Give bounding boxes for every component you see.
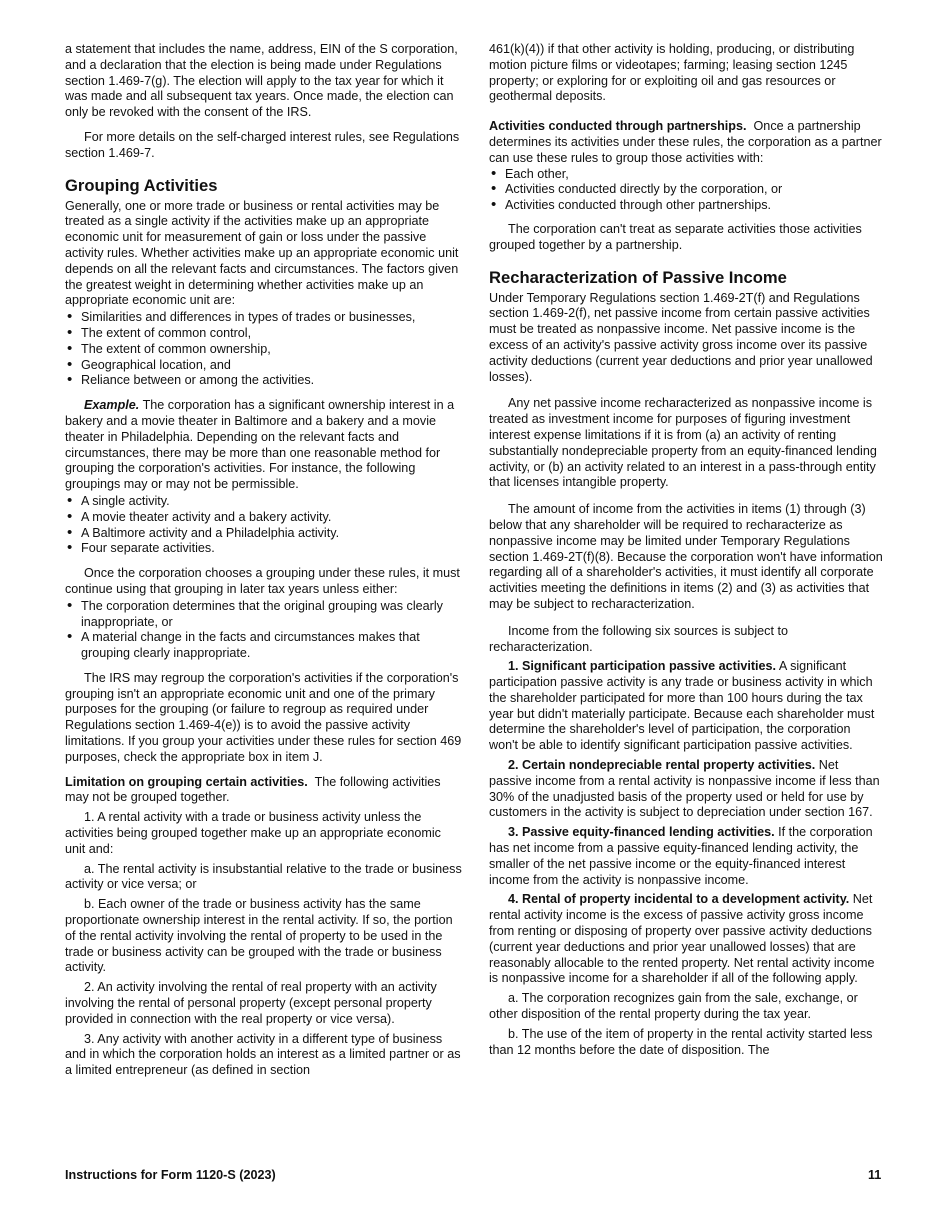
conditions-list bbox=[65, 599, 462, 662]
source-1-label: 1. Significant participation passive activities. bbox=[508, 659, 777, 674]
continued-item-3-paragraph: 461(k)(4)) if that other activity is holding, producing, or distributing motion picture films or videotapes; farming; leasing section 1245 property; or exploring for or exploiting oil and gas resources or geothermal deposits. bbox=[489, 42, 855, 104]
factors-list bbox=[65, 310, 462, 389]
limitation-label: Limitation on grouping certain activities. bbox=[65, 774, 308, 789]
list-item: • Four separate activities. bbox=[65, 541, 462, 557]
list-item: • Geographical location, and bbox=[65, 358, 462, 374]
list-item: • A movie theater activity and a bakery activity. bbox=[65, 510, 462, 526]
limitation-item-1b: b. Each owner of the trade or business activity has the same proportionate ownership interest in the rental activity. If so, the portion of the rental activity involving the rental of property to be used in the trade or business activity can be grouped with the trade or business activity. bbox=[65, 897, 453, 975]
left-column bbox=[65, 42, 462, 1083]
recharacterization-heading: Recharacterization of Passive Income bbox=[489, 267, 787, 287]
groupings-list bbox=[65, 494, 462, 557]
partnerships-text: Once a partnership determines its activities under these rules, the corporation as a partner can use these rules to group those activities with: bbox=[489, 119, 882, 165]
source-4a-paragraph: a. The corporation recognizes gain from the sale, exchange, or other disposition of the rental property during the tax year. bbox=[489, 991, 858, 1022]
list-item: • The corporation determines that the original grouping was clearly inappropriate, or bbox=[65, 599, 462, 631]
list-item: • Similarities and differences in types of trades or businesses, bbox=[65, 310, 462, 326]
example-paragraph bbox=[65, 398, 462, 493]
source-4-paragraph bbox=[489, 892, 883, 987]
page-number: 11 bbox=[868, 1168, 882, 1182]
limitation-paragraph bbox=[65, 775, 462, 807]
self-charged-details-paragraph: For more details on the self-charged interest rules, see Regulations section 1.469-7. bbox=[65, 129, 460, 160]
list-item: • Activities conducted directly by the corporation, or bbox=[489, 182, 883, 198]
list-item: • Activities conducted through other partnerships. bbox=[489, 198, 883, 214]
source-2-label: 2. Certain nondepreciable rental property activities. bbox=[508, 758, 816, 773]
source-1-paragraph bbox=[489, 659, 883, 754]
six-sources-paragraph: Income from the following six sources is subject to recharacterization. bbox=[489, 623, 788, 654]
list-item: • Each other, bbox=[489, 167, 883, 183]
limitation-text: The following activities may not be grouped together. bbox=[65, 774, 441, 805]
source-2-text: Net passive income from a rental activity is nonpassive income if less than 30% of the unadjusted basis of the property used or held for use by customers in the activity is subject to depreciation under section 167. bbox=[489, 758, 880, 820]
investment-income-paragraph: Any net passive income recharacterized as nonpassive income is treated as investment income for purposes of figuring investment interest expense limitations if it is from (a) an activity of renting substantially nondepreciable property from an equity-financed lending activity, or (b) an activity related to an interest in a pass-through entity that licenses intangible property. bbox=[489, 396, 877, 490]
limitation-item-1a: a. The rental activity is insubstantial relative to the trade or business activity or vice versa; or bbox=[65, 861, 462, 892]
grouping-intro-paragraph: Generally, one or more trade or business or rental activities may be treated as a single activity if the activities make up an appropriate economic unit for measurement of gain or loss under the passive activity rules. Whether activities make up an appropriate economic unit depends on all the relevant facts and circumstances. The factors given the greatest weight in determining whether activities make up an appropriate economic unit are: bbox=[65, 198, 459, 308]
limitation-item-2: 2. An activity involving the rental of real property with an activity involving the rental of personal property (except personal property provided in connection with the real property or vice versa). bbox=[65, 980, 437, 1026]
source-2-paragraph bbox=[489, 758, 883, 821]
grouping-consistency-paragraph: Once the corporation chooses a grouping under these rules, it must continue using that grouping in later tax years unless either: bbox=[65, 566, 460, 596]
source-3-label: 3. Passive equity-financed lending activities. bbox=[508, 825, 775, 840]
grouping-activities-heading: Grouping Activities bbox=[65, 175, 218, 195]
list-item: • The extent of common control, bbox=[65, 326, 462, 342]
example-label: Example. bbox=[84, 398, 140, 413]
recharacterization-intro-paragraph: Under Temporary Regulations section 1.469-2T(f) and Regulations section 1.469-2(f), net passive income from certain passive activities must be treated as nonpassive income. Net passive income is the excess of an activity's passive activity gross income over its passive activity deductions (current year deductions and prior year unallowed losses). bbox=[489, 290, 873, 384]
partnership-grouping-paragraph: The corporation can't treat as separate activities those activities grouped together by a partnership. bbox=[489, 221, 862, 252]
limitation-item-3: 3. Any activity with another activity in a different type of business and in which the corporation holds an interest as a limited partner or as a limited entrepreneur (as defined in section bbox=[65, 1031, 461, 1078]
right-column bbox=[489, 42, 883, 1062]
source-3-paragraph bbox=[489, 825, 883, 888]
partnership-items-list bbox=[489, 167, 883, 214]
footer-form-title: Instructions for Form 1120-S (2023) bbox=[65, 1168, 276, 1182]
source-4-text: Net rental activity income is the excess of passive activity gross income from renting or disposing of property over passive activity deductions (current year deductions and prior year unallowed losses) that are reasonably allocable to the rented property. Net rental activity income is nonpassive income for a shareholder if all of the following apply. bbox=[489, 892, 875, 986]
list-item: • The extent of common ownership, bbox=[65, 342, 462, 358]
amount-limited-paragraph: The amount of income from the activities in items (1) through (3) below that any shareholder will be required to recharacterize as nonpassive income may be limited under Temporary Regulations section 1.469-2T(f)(8). Because the corporation won't have information regarding all of a shareholder's activities, it must identify all corporate activities meeting the definitions in items (2) and (3) as activities that may be subject to recharacterization. bbox=[489, 502, 883, 611]
limitation-item-1: 1. A rental activity with a trade or business activity unless the activities being grouped together make up an appropriate economic unit and: bbox=[65, 810, 441, 856]
self-charged-election-paragraph: a statement that includes the name, address, EIN of the S corporation, and a declaration that the election is being made under Regulations section 1.469-7(g). The election will apply to the tax year for which it was made and all subsequent tax years. Once made, the election can only be revoked with the consent of the IRS. bbox=[65, 42, 458, 120]
example-text: The corporation has a significant ownership interest in a bakery and a movie theater in Baltimore and a bakery and a movie theater in Philadelphia. Depending on the relevant facts and circumstances, there may be more than one reasonable method for grouping the corporation's activities. For instance, the following groupings may or may not be permissible. bbox=[65, 398, 455, 492]
source-4b-paragraph: b. The use of the item of property in the rental activity started less than 12 months before the date of disposition. The bbox=[489, 1026, 873, 1057]
list-item: • A single activity. bbox=[65, 494, 462, 510]
list-item: • Reliance between or among the activities. bbox=[65, 373, 462, 389]
source-1-text: A significant participation passive activity is any trade or business activity in which the shareholder participated for more than 100 hours during the tax year but didn't materially participate. Because each shareholder must determine the shareholder's level of participation, the corporation won't be able to identify significant participation passive activities. bbox=[489, 659, 875, 753]
source-4-label: 4. Rental of property incidental to a development activity. bbox=[508, 892, 850, 907]
list-item: • A material change in the facts and circumstances makes that grouping clearly inappropriate. bbox=[65, 630, 462, 662]
source-3-text: If the corporation has net income from a passive equity-financed lending activity, the smaller of the net passive income or the equity-financed interest income from the activity is nonpassive income. bbox=[489, 825, 873, 887]
irs-regroup-paragraph: The IRS may regroup the corporation's activities if the corporation's grouping isn't an appropriate economic unit and one of the primary purposes for the grouping (or failure to regroup as required under Regulations section 1.469-4(e)) is to avoid the passive activity limitations. If you group your activities under these rules for section 469 purposes, check the appropriate box in item J. bbox=[65, 670, 462, 764]
partnerships-label: Activities conducted through partnerships. bbox=[489, 119, 747, 134]
partnerships-paragraph bbox=[489, 119, 883, 166]
list-item: • A Baltimore activity and a Philadelphia activity. bbox=[65, 526, 462, 542]
